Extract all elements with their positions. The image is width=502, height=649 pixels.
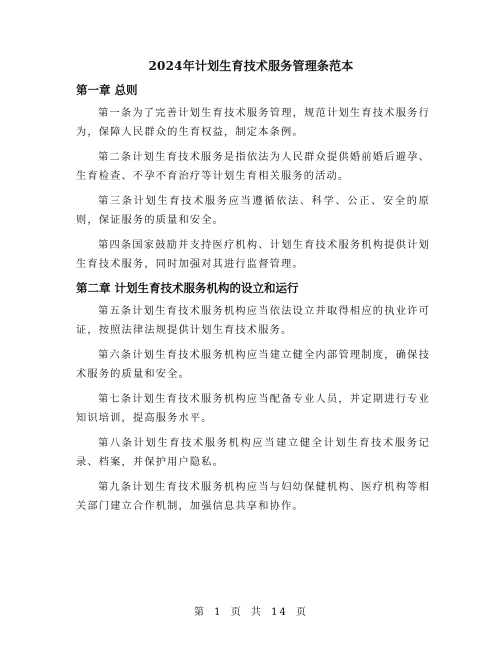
chapter-heading: 第一章 总则 — [76, 83, 138, 97]
article-paragraph: 第七条计划生育技术服务机构应当配备专业人员，并定期进行专业知识培训，提高服务水平。 — [76, 394, 430, 424]
page-number: 第 1 页 共 14 页 — [194, 607, 308, 618]
document-body — [76, 82, 430, 522]
article-paragraph: 第二条计划生育技术服务是指依法为人民群众提供婚前婚后避孕、生育检查、不孕不育治疗等计划生育相关服务的活动。 — [76, 152, 430, 182]
article-paragraph: 第四条国家鼓励并支持医疗机构、计划生育技术服务机构提供计划生育技术服务，同时加强对其进行监督管理。 — [76, 240, 430, 270]
article-paragraph: 第五条计划生育技术服务机构应当依法设立并取得相应的执业许可证，按照法律法规提供计划生育技术服务。 — [76, 306, 430, 336]
article-paragraph: 第六条计划生育技术服务机构应当建立健全内部管理制度，确保技术服务的质量和安全。 — [76, 350, 430, 380]
document-title: 2024年计划生育技术服务管理条范本 — [148, 59, 354, 73]
article-paragraph: 第八条计划生育技术服务机构应当建立健全计划生育技术服务记录、档案，并保护用户隐私。 — [76, 438, 430, 468]
article-paragraph: 第三条计划生育技术服务应当遵循依法、科学、公正、安全的原则，保证服务的质量和安全。 — [76, 196, 430, 226]
chapter-heading: 第二章 计划生育技术服务机构的设立和运行 — [76, 281, 299, 295]
article-paragraph: 第九条计划生育技术服务机构应当与妇幼保健机构、医疗机构等相关部门建立合作机制，加强信息共享和协作。 — [76, 482, 430, 512]
article-paragraph: 第一条为了完善计划生育技术服务管理，规范计划生育技术服务行为，保障人民群众的生育权益，制定本条例。 — [76, 108, 430, 138]
